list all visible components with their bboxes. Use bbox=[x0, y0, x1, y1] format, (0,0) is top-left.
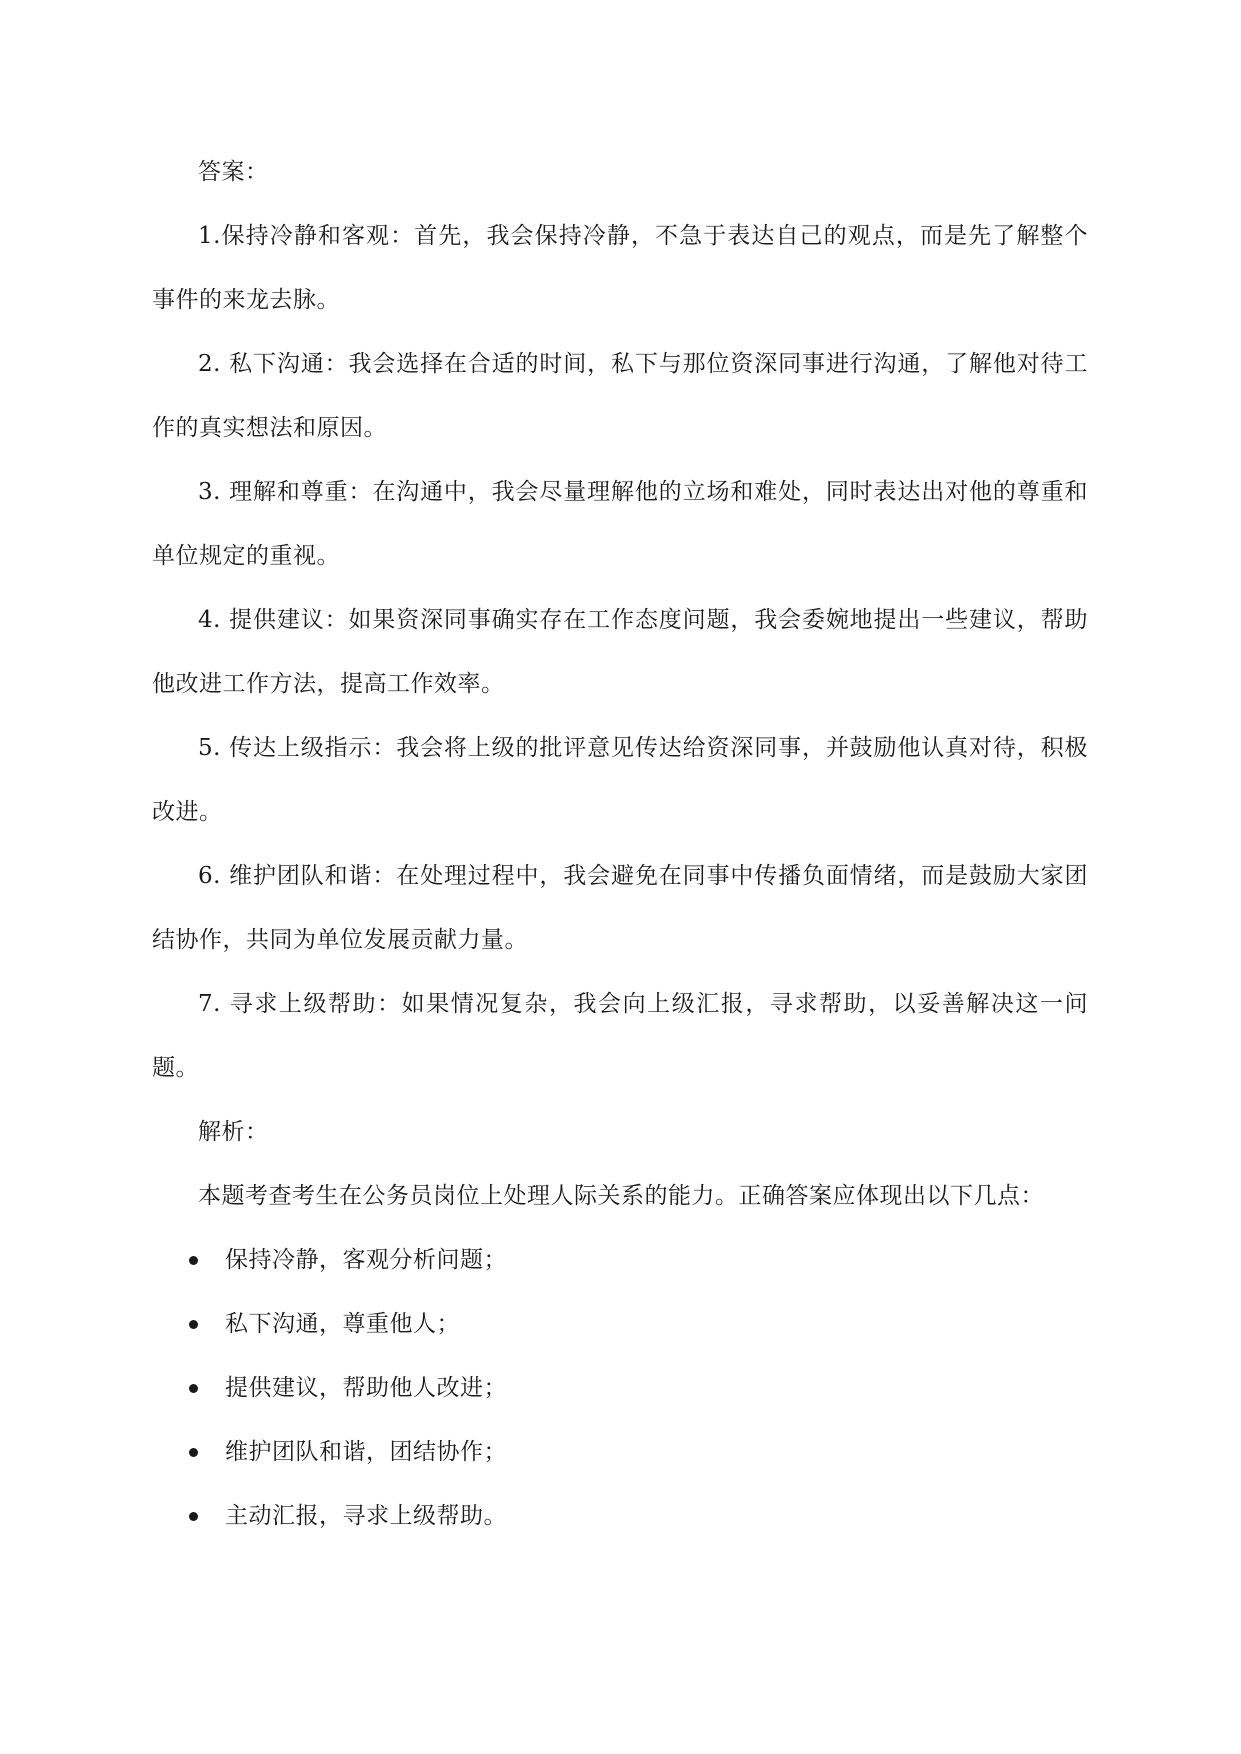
answer-item-5: 5. 传达上级指示：我会将上级的批评意见传达给资深同事，并鼓励他认真对待，积极改进。 bbox=[152, 735, 1088, 825]
analysis-heading: 解析： bbox=[198, 1119, 269, 1145]
analysis-point-list bbox=[152, 1228, 1088, 1548]
analysis-point-text: 维护团队和谐，团结协作； bbox=[225, 1439, 507, 1465]
analysis-point bbox=[152, 1292, 1088, 1356]
analysis-point bbox=[152, 1484, 1088, 1548]
analysis-point-text: 私下沟通，尊重他人； bbox=[225, 1311, 460, 1337]
analysis-intro: 本题考查考生在公务员岗位上处理人际关系的能力。正确答案应体现出以下几点： bbox=[198, 1183, 1044, 1209]
bullet-icon bbox=[189, 1320, 198, 1329]
bullet-icon bbox=[189, 1384, 198, 1393]
answer-item-1: 1.保持冷静和客观：首先，我会保持冷静，不急于表达自己的观点，而是先了解整个事件的来龙去脉。 bbox=[152, 223, 1088, 313]
analysis-point-text: 提供建议，帮助他人改进； bbox=[225, 1375, 507, 1401]
bullet-icon bbox=[189, 1448, 198, 1457]
analysis-point-text: 保持冷静，客观分析问题； bbox=[225, 1247, 507, 1273]
answer-item-2: 2. 私下沟通：我会选择在合适的时间，私下与那位资深同事进行沟通，了解他对待工作的真实想法和原因。 bbox=[152, 351, 1088, 441]
answer-item-6: 6. 维护团队和谐：在处理过程中，我会避免在同事中传播负面情绪，而是鼓励大家团结协作，共同为单位发展贡献力量。 bbox=[152, 863, 1088, 953]
answer-heading: 答案： bbox=[198, 159, 269, 185]
bullet-icon bbox=[189, 1256, 198, 1265]
analysis-point bbox=[152, 1228, 1088, 1292]
analysis-point bbox=[152, 1356, 1088, 1420]
document-body bbox=[152, 140, 1088, 1548]
bullet-icon bbox=[189, 1512, 198, 1521]
analysis-point bbox=[152, 1420, 1088, 1484]
analysis-point-text: 主动汇报，寻求上级帮助。 bbox=[225, 1503, 507, 1529]
answer-item-3: 3. 理解和尊重：在沟通中，我会尽量理解他的立场和难处，同时表达出对他的尊重和单位规定的重视。 bbox=[152, 479, 1088, 569]
answer-item-4: 4. 提供建议：如果资深同事确实存在工作态度问题，我会委婉地提出一些建议，帮助他改进工作方法，提高工作效率。 bbox=[152, 607, 1088, 697]
answer-item-7: 7. 寻求上级帮助：如果情况复杂，我会向上级汇报，寻求帮助，以妥善解决这一问题。 bbox=[152, 991, 1088, 1081]
